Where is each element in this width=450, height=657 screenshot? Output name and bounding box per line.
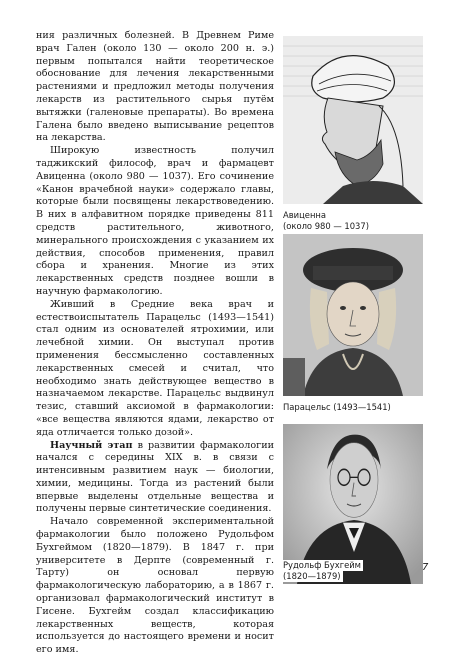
paragraph-1-text: ния различных болезней. В Древнем Риме врач Гален (около 130 — около 200 н. э.) первым попытался найти теоретическое обоснование для лечения лекарственными растениями и предложил методы получения лекарств из растительного сырья путём вытяжки (галеновые препараты). Во времена Галена было введено выписывание рецептов на лекарства. <box>36 30 274 144</box>
avicenna-portrait <box>283 36 423 204</box>
paragraph-3 <box>36 299 274 440</box>
buchheim-caption-line-1: Рудольф Бухгейм <box>283 560 362 570</box>
main-text-column <box>36 30 274 657</box>
paragraph-4-text: в развитии фармакологии начался с середины XIX в. в связи с интенсивным развитием наук — биологии, химии, медицины. Тогда из растений были впервые выделены отдельные вещества и получены первые синтетические соединения. <box>36 439 274 515</box>
paragraph-2-text: Широкую известность получил таджикский философ, врач и фармацевт Авиценна (около 980 — 1037). Его сочинение «Канон врачебной науки» содержало главы, которые были посвящены лекарствоведению. В них в алфавитном порядке приведены 811 средств растительного, животного, минерального происхождения с указанием их действия, способов применения, правил сбора и хранения. Многие из этих лекарственных средств позднее вошли в научную фармакологию. <box>36 145 274 297</box>
buchheim-caption-text-2 <box>283 571 343 582</box>
paragraph-1 <box>36 30 274 145</box>
buchheim-caption-line-2: (1820—1879) <box>283 571 341 581</box>
paracelsus-painting <box>283 234 423 396</box>
paragraph-4-bold-lead: Научный этап <box>50 439 133 451</box>
avicenna-caption-line-2: (около 980 — 1037) <box>283 221 369 231</box>
paragraph-4 <box>36 440 274 517</box>
paragraph-3-text: Живший в Средние века врач и естествоиспытатель Парацельс (1493—1541) стал одним из основателей ятрохимии, или лечебной химии. Он выступал против применения бессмысленно составленных лекарственных смесей и считал, что необходимо знать действующее вещество в назначаемом лекарстве. Парацельс выдвинул тезис, ставший аксиомой в фармакологии: «все вещества являются ядами, лекарство от яда отличается только дозой». <box>36 298 274 438</box>
avicenna-caption <box>283 210 369 232</box>
page-number: 7 <box>422 562 429 573</box>
paragraph-2 <box>36 145 274 299</box>
paracelsus-caption <box>283 402 391 413</box>
avicenna-caption-line-1: Авиценна <box>283 210 327 220</box>
avicenna-engraving <box>283 36 423 204</box>
buchheim-caption-text <box>283 560 363 571</box>
paracelsus-caption-line-1: Парацельс (1493—1541) <box>283 402 391 412</box>
paragraph-5 <box>36 516 274 657</box>
paracelsus-portrait <box>283 234 423 396</box>
paragraph-5-text: Начало современной экспериментальной фармакологии было положено Рудольфом Бухгеймом (1820—1879). В 1847 г. при университете в Дерпте (современный г. Тарту) он основал первую фармакологическую лабораторию, а в 1867 г. организовал фармакологический институт в Гисене. Бухгейм создал классификацию лекарственных веществ, которая используется до настоящего времени и носит его имя. <box>36 516 274 656</box>
